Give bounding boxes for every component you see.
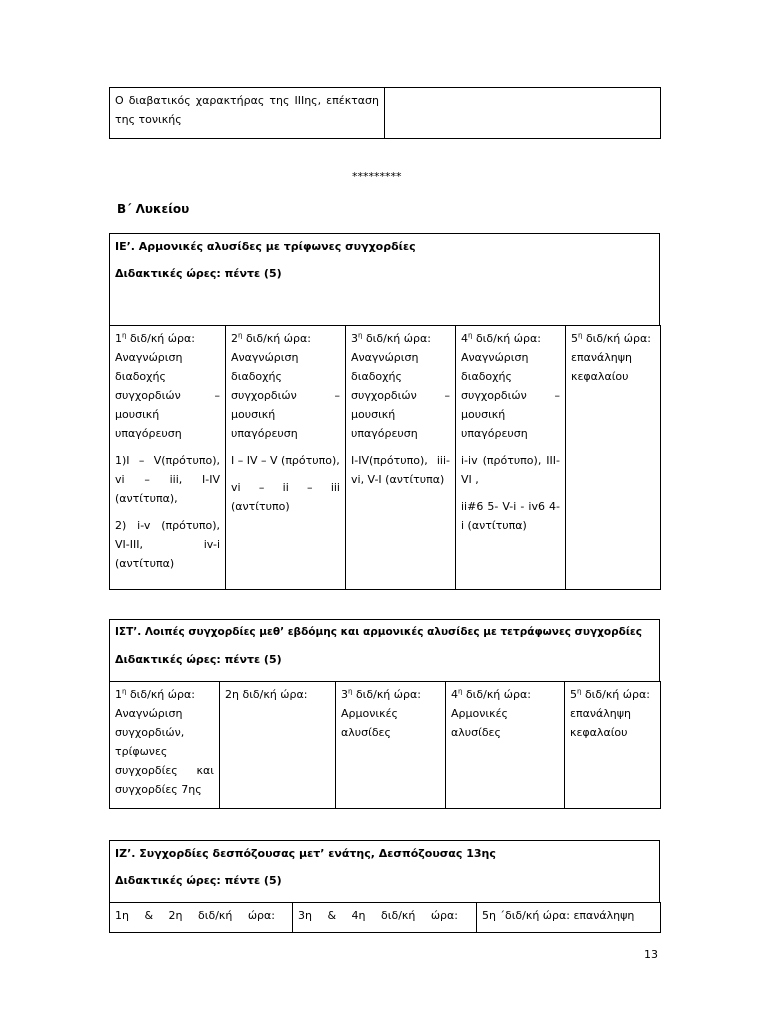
section2-cell-4: $4^\eta$ διδ/κή ώρα: Αρμονικές αλυσίδες	[446, 682, 565, 809]
cell-body: επανάληψη κεφαλαίου	[571, 351, 632, 383]
section1-cell-2: $2^\eta$ διδ/κή ώρα: Αναγνώριση διαδοχής συγχορδιών – μουσική υπαγόρευση I – IV – V (πρότυπο), vi – ii – iii (αντίτυπο)	[226, 326, 346, 590]
section1-header-cell	[110, 234, 660, 326]
cell-body: Αναγνώριση συγχορδιών, τρίφωνες συγχορδίες και συγχορδίες 7ης	[115, 707, 214, 796]
section3-cell-3: 5η ΄διδ/κή ώρα: επανάληψη	[477, 903, 661, 933]
section2-hours: Διδακτικές ώρες: πέντε (5)	[115, 653, 282, 666]
section3-hours: Διδακτικές ώρες: πέντε (5)	[115, 874, 282, 887]
top-table	[109, 87, 661, 139]
cell-body: Αρμονικές αλυσίδες	[451, 707, 508, 739]
grade-heading: Β΄ Λυκείου	[117, 202, 190, 216]
hour-number: $2^\eta$	[231, 331, 243, 345]
section2-header-table	[109, 619, 660, 682]
section2-hours-table	[109, 681, 661, 809]
page-number: 13	[644, 948, 658, 961]
hour-number: $5^\eta$	[571, 331, 583, 345]
top-table-left-text: Ο διαβατικός χαρακτήρας της IIIης, επέκταση της τονικής	[115, 94, 379, 126]
section1-cell-5: $5^\eta$ διδ/κή ώρα: επανάληψη κεφαλαίου	[566, 326, 661, 590]
hour-number: $3^\eta$	[341, 687, 353, 701]
section3-hours-table	[109, 902, 661, 933]
hour-number: $4^\eta$	[451, 687, 463, 701]
section2-header-cell	[110, 620, 660, 682]
section1-cell-3: $3^\eta$ διδ/κή ώρα: Αναγνώριση διαδοχής συγχορδιών – μουσική υπαγόρευση I-IV(πρότυπο), iii-vi, V-I (αντίτυπα)	[346, 326, 456, 590]
cell-body: Αναγνώριση διαδοχής συγχορδιών – μουσική υπαγόρευση	[115, 351, 220, 440]
example: 2) i-v (πρότυπο), VI-III, iv-i (αντίτυπα)	[115, 519, 220, 570]
cell-body: Αναγνώριση διαδοχής συγχορδιών – μουσική υπαγόρευση	[461, 351, 560, 440]
example: vi – ii – iii (αντίτυπο)	[231, 481, 340, 513]
section3-header-cell	[110, 841, 660, 903]
hour-number: $5^\eta$	[570, 687, 582, 701]
example: i-iv (πρότυπο), III-VI ,	[461, 454, 560, 486]
cell-body: Αναγνώριση διαδοχής συγχορδιών – μουσική υπαγόρευση	[231, 351, 340, 440]
section2-cell-3: $3^\eta$ διδ/κή ώρα: Αρμονικές αλυσίδες	[336, 682, 446, 809]
cell-body: επανάληψη κεφαλαίου	[570, 707, 631, 739]
section3-cell-1: 1η & 2η διδ/κή ώρα:	[110, 903, 293, 933]
section1-hours: Διδακτικές ώρες: πέντε (5)	[115, 267, 282, 280]
example: I-IV(πρότυπο), iii-vi, V-I (αντίτυπα)	[351, 454, 450, 486]
section3-cell-2: 3η & 4η διδ/κή ώρα:	[293, 903, 477, 933]
section1-header-table	[109, 233, 660, 326]
section1-title: ΙΕ’. Αρμονικές αλυσίδες με τρίφωνες συγχορδίες	[115, 240, 416, 253]
hour-number: $1^\eta$	[115, 331, 127, 345]
cell-body: Αρμονικές αλυσίδες	[341, 707, 398, 739]
section2-cell-5: $5^\eta$ διδ/κή ώρα: επανάληψη κεφαλαίου	[565, 682, 661, 809]
section1-cell-1: $1^\eta$ διδ/κή ώρα: Αναγνώριση διαδοχής συγχορδιών – μουσική υπαγόρευση 1)Ι – V(πρότυπο), vi – iii, I-IV (αντίτυπα), 2) i-v (πρότυπο), VI-III, iv-i (αντίτυπα)	[110, 326, 226, 590]
top-table-left-cell	[110, 88, 385, 139]
section2-cell-2: 2η διδ/κή ώρα:	[220, 682, 336, 809]
example: 1)Ι – V(πρότυπο), vi – iii, I-IV (αντίτυπα),	[115, 454, 220, 505]
example: I – IV – V (πρότυπο),	[231, 454, 340, 467]
section1-cell-4: $4^\eta$ διδ/κή ώρα: Αναγνώριση διαδοχής συγχορδιών – μουσική υπαγόρευση i-iv (πρότυπο), III-VI , ii#6 5- V-i - iv6 4-i (αντίτυπα)	[456, 326, 566, 590]
top-table-right-cell	[385, 88, 661, 139]
section2-title: ΙΣΤ’. Λοιπές συγχορδίες μεθ’ εβδόμης και αρμονικές αλυσίδες με τετράφωνες συγχορδίες	[115, 626, 642, 638]
section2-cell-1: $1^\eta$ διδ/κή ώρα: Αναγνώριση συγχορδιών, τρίφωνες συγχορδίες και συγχορδίες 7ης	[110, 682, 220, 809]
hour-number: $4^\eta$	[461, 331, 473, 345]
separator: *********	[352, 170, 402, 183]
section3-title: ΙΖ’. Συγχορδίες δεσπόζουσας μετ’ ενάτης, Δεσπόζουσας 13ης	[115, 847, 496, 860]
section3-header-table	[109, 840, 660, 903]
hour-number: $1^\eta$	[115, 687, 127, 701]
section1-hours-table	[109, 325, 661, 590]
cell-body: Αναγνώριση διαδοχής συγχορδιών – μουσική υπαγόρευση	[351, 351, 450, 440]
hour-number: $3^\eta$	[351, 331, 363, 345]
example: ii#6 5- V-i - iv6 4-i (αντίτυπα)	[461, 500, 560, 532]
